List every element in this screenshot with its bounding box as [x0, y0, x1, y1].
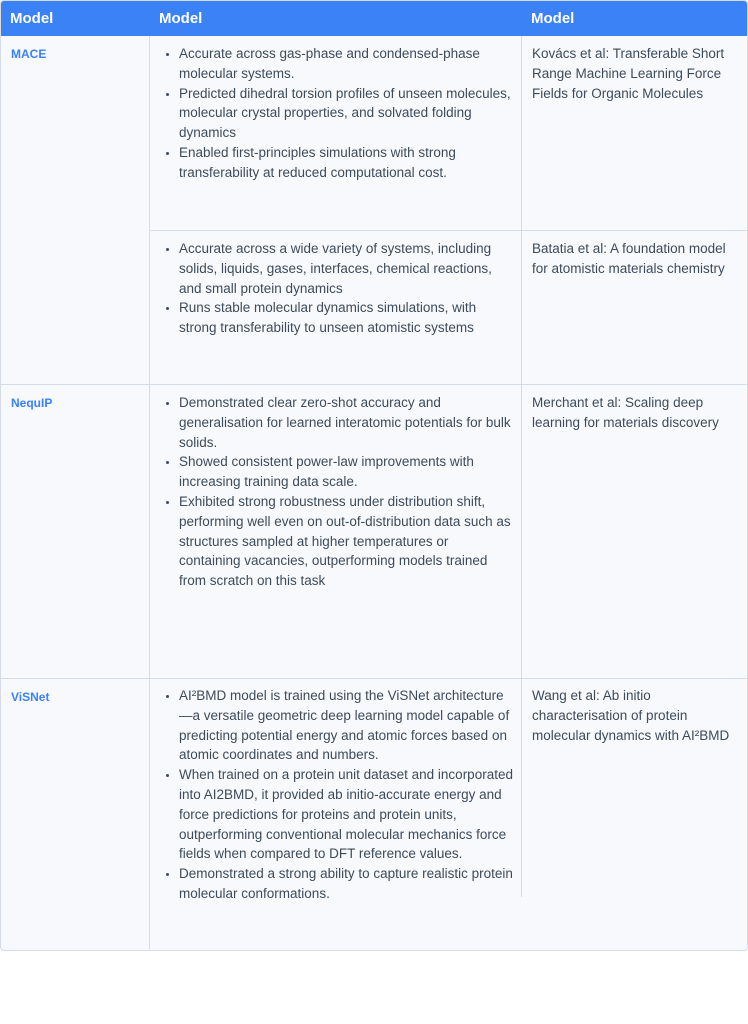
findings-cell	[151, 239, 513, 338]
row-divider	[1, 678, 748, 679]
findings-cell	[151, 393, 513, 591]
model-name-nequip: NequIP	[11, 396, 53, 410]
reference-cell: Wang et al: Ab initio characterisation of protein molecular dynamics with AI²BMD	[532, 688, 730, 743]
finding-item: • Accurate across gas-phase and condensed-phase molecular systems.	[179, 44, 513, 84]
finding-item: • When trained on a protein unit dataset and incorporated into AI2BMD, it provided ab initio-accurate energy and force predictions for proteins and protein units, outperforming conventional molecular mechanics force fields when compared to DFT reference values.	[179, 765, 513, 864]
model-name-mace: MACE	[11, 47, 47, 61]
reference-cell: Merchant et al: Scaling deep learning for materials discovery	[532, 395, 719, 430]
findings-cell	[151, 686, 513, 904]
model-name-visnet: ViSNet	[11, 690, 50, 704]
finding-item: • Demonstrated clear zero-shot accuracy and generalisation for learned interatomic potentials for bulk solids.	[179, 393, 513, 452]
row-divider	[150, 230, 748, 231]
findings-cell	[151, 44, 513, 183]
finding-item: • AI²BMD model is trained using the ViSNet architecture—a versatile geometric deep learning model capable of predicting potential energy and atomic forces based on atomic coordinates and numbers.	[179, 686, 513, 765]
column-header-findings: Model	[150, 1, 522, 36]
finding-item: • Runs stable molecular dynamics simulations, with strong transferability to unseen atomistic systems	[179, 298, 513, 338]
reference-cell: Batatia et al: A foundation model for atomistic materials chemistry	[532, 241, 726, 276]
column-header-model: Model	[1, 1, 150, 36]
finding-item: • Exhibited strong robustness under distribution shift, performing well even on out-of-distribution data such as structures sampled at higher temperatures or containing vacancies, outperforming models trained from scratch on this task	[179, 492, 513, 591]
row-divider	[1, 384, 748, 385]
finding-item: • Predicted dihedral torsion profiles of unseen molecules, molecular crystal properties, and solvated folding dynamics	[179, 84, 513, 143]
reference-cell: Kovács et al: Transferable Short Range Machine Learning Force Fields for Organic Molecules	[532, 46, 725, 101]
finding-item: • Enabled first-principles simulations with strong transferability at reduced computational cost.	[179, 143, 513, 183]
finding-item: • Accurate across a wide variety of systems, including solids, liquids, gases, interfaces, chemical reactions, and small protein dynamics	[179, 239, 513, 298]
column-divider	[521, 36, 522, 897]
finding-item: • Demonstrated a strong ability to capture realistic protein molecular conformations.	[179, 864, 513, 904]
column-divider	[149, 36, 150, 951]
column-header-reference: Model	[522, 1, 748, 36]
finding-item: • Showed consistent power-law improvements with increasing training data scale.	[179, 452, 513, 492]
